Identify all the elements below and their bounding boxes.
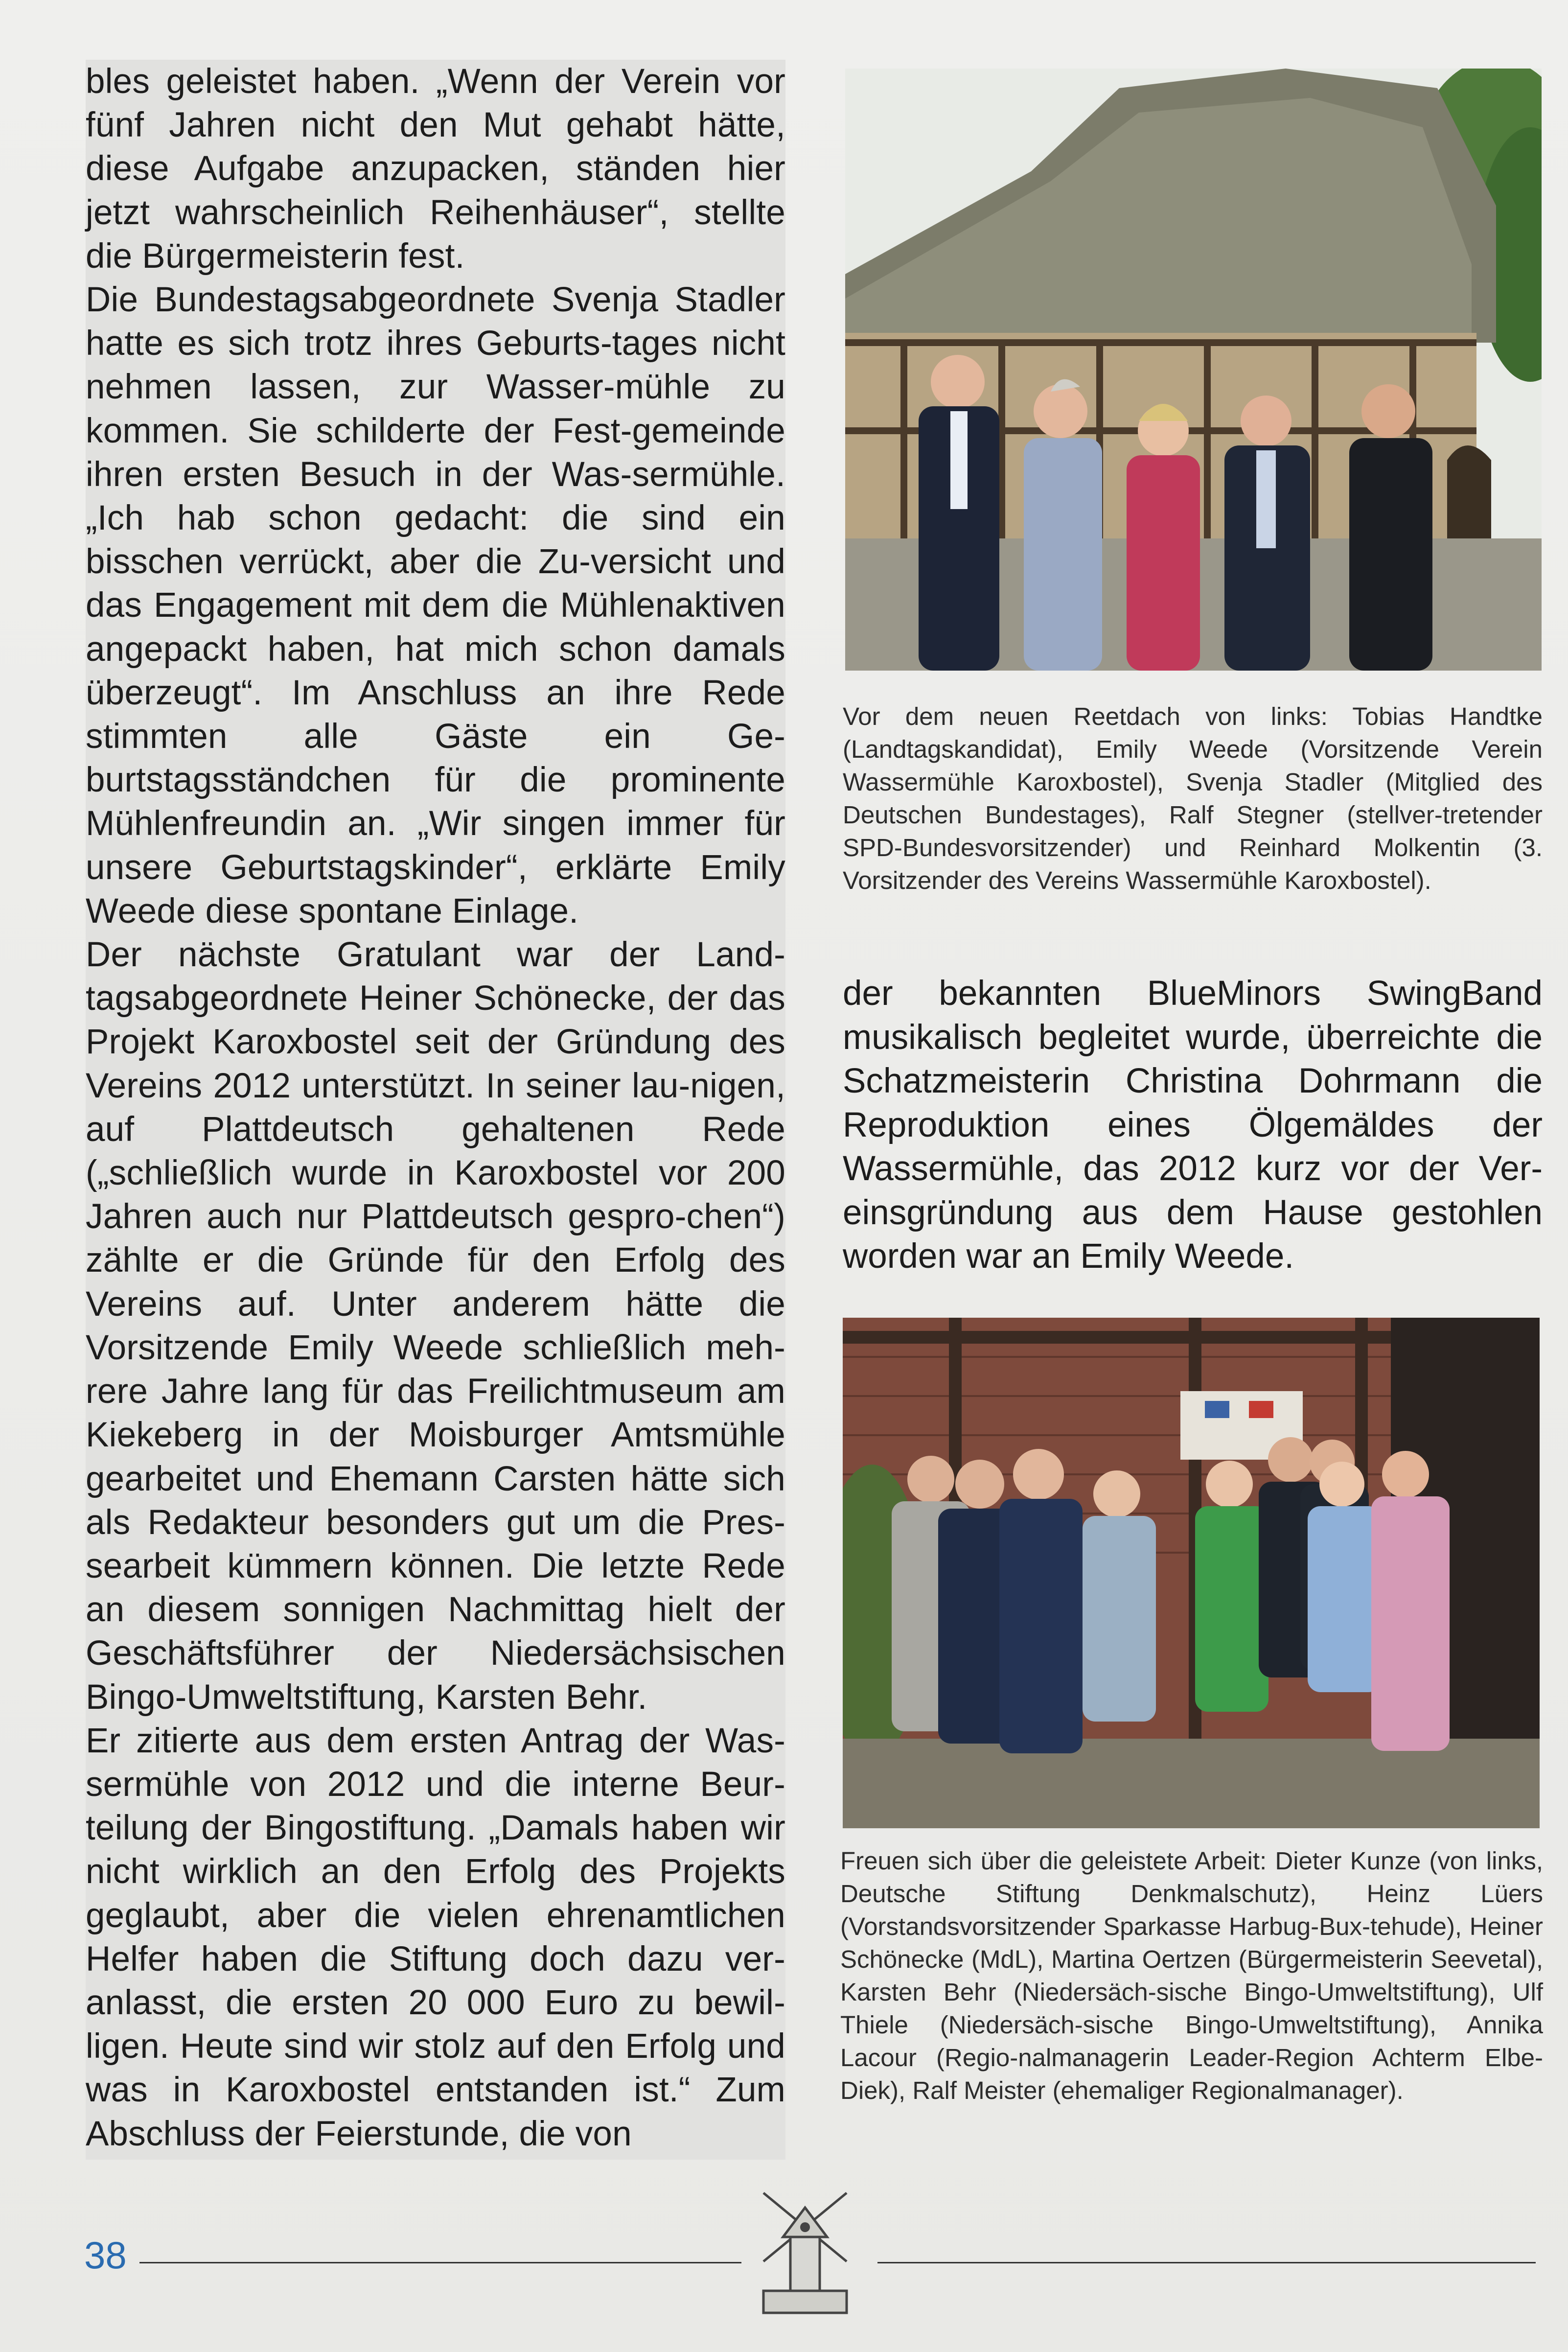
right-text-column	[843, 972, 1543, 1279]
right-paragraph: der bekannten BlueMinors SwingBand musikalisch begleitet wurde, überreichte die Schatzmeisterin Christina Dohrmann die Reproduktion eines Ölgemäldes der Wassermühle, das 2012 kurz vor der Ver-einsgründung aus dem Hause gestohlen worden war an Emily Weede.	[843, 974, 1543, 1276]
paragraph-3: Der nächste Gratulant war der Land-tagsabgeordnete Heiner Schönecke, der das Projekt Karoxbostel seit der Gründung des Vereins 2012 unterstützt. In seiner lau-nigen, auf Plattdeutsch gehaltenen Rede („schließlich wurde in Karoxbostel vor 200 Jahren auch nur Plattdeutsch gespro-chen“) zählte er die Gründe für den Erfolg des Vereins auf. Unter anderem hätte die Vorsitzende Emily Weede schließlich meh-rere Jahre lang für das Freilichtmuseum am Kiekeberg in der Moisburger Amtsmühle gearbeitet und Ehemann Carsten hätte sich als Redakteur besonders gut um die Pres-searbeit kümmern können. Die letzte Rede an diesem sonnigen Nachmittag hielt der Geschäftsführer der Niedersächsischen Bingo-Umweltstiftung, Karsten Behr.	[86, 935, 785, 1717]
left-text-column	[86, 60, 785, 2160]
page-number: 38	[84, 2234, 127, 2277]
paragraph-4: Er zitierte aus dem ersten Antrag der Was-sermühle von 2012 und die interne Beur-teilung der Bingostiftung. „Damals haben wir nicht wirklich an den Erfolg des Projekts geglaubt, aber die vielen ehrenamtlichen Helfer haben die Stiftung doch dazu ver-anlasst, die ersten 20 000 Euro zu bewil-ligen. Heute sind wir stolz auf den Erfolg und was in Karoxbostel entstanden ist.“ Zum Abschluss der Feierstunde, die von	[86, 1721, 785, 2153]
paragraph-1: bles geleistet haben. „Wenn der Verein vor fünf Jahren nicht den Mut gehabt hätte, diese Aufgabe anzupacken, ständen hier jetzt wahrscheinlich Reihenhäuser“, stellte die Bürgermeisterin fest.	[86, 62, 785, 276]
photo-group-brick-wall	[843, 1318, 1540, 1828]
paragraph-2: Die Bundestagsabgeordnete Svenja Stadler hatte es sich trotz ihres Geburts-tages nicht nehmen lassen, zur Wasser-mühle zu kommen. Sie schilderte der Fest-gemeinde ihren ersten Besuch in der Was-sermühle. „Ich hab schon gedacht: die sind ein bisschen verrückt, aber die Zu-versicht und das Engagement mit dem die Mühlenaktiven angepackt haben, hat mich schon damals überzeugt“. Im Anschluss an ihre Rede stimmten alle Gäste ein Ge-burtstagsständchen für die prominente Mühlenfreundin an. „Wir singen immer für unsere Geburtstagskinder“, erklärte Emily Weede diese spontane Einlage.	[86, 280, 785, 931]
windmill-icon	[744, 2178, 866, 2325]
photo-thatched-farmhouse	[845, 69, 1542, 671]
photo2-caption: Freuen sich über die geleistete Arbeit: Dieter Kunze (von links, Deutsche Stiftung Denkmalschutz), Heinz Lüers (Vorstandsvorsitzender Sparkasse Harbug-Bux-tehude), Heiner Schönecke (MdL), Martina Oertzen (Bürgermeisterin Seevetal), Karsten Behr (Niedersäch-sische Bingo-Umweltstiftung), Ulf Thiele (Niedersäch-sische Bingo-Umweltstiftung), Annika Lacour (Regio-nalmanagerin Leader-Region Achterm Elbe-Diek), Ralf Meister (ehemaliger Regionalmanager).	[840, 1847, 1543, 2104]
footer-rule-left	[139, 2262, 741, 2263]
footer-rule-right	[877, 2262, 1536, 2263]
photo1-caption: Vor dem neuen Reetdach von links: Tobias Handtke (Landtagskandidat), Emily Weede (Vorsitzende Verein Wassermühle Karoxbostel), Svenja Stadler (Mitglied des Deutschen Bundestages), Ralf Stegner (stellver-tretender SPD-Bundesvorsitzender) und Reinhard Molkentin (3. Vorsitzender des Vereins Wassermühle Karoxbostel).	[843, 702, 1543, 894]
